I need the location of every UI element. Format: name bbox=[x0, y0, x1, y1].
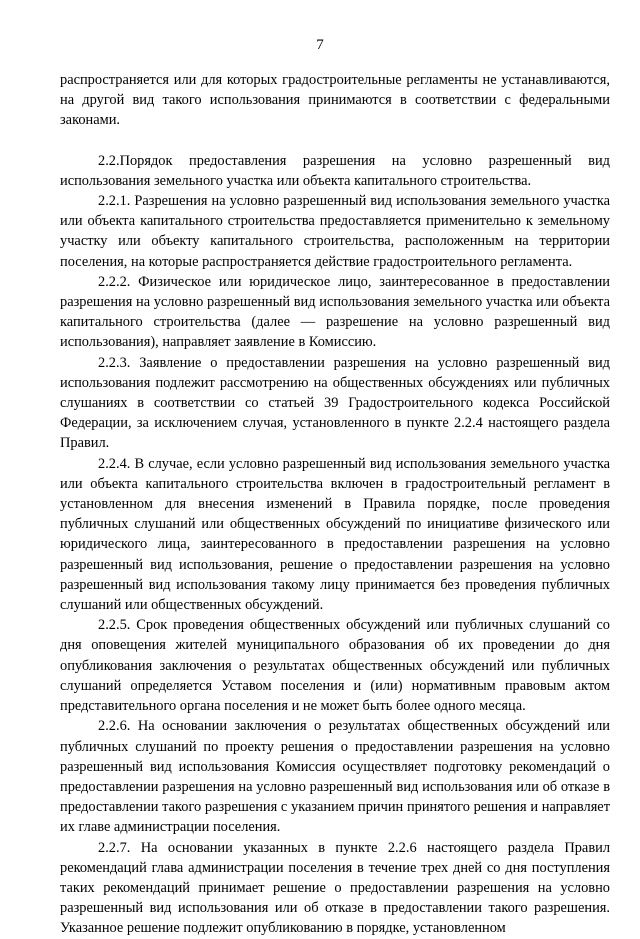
page-number: 7 bbox=[316, 37, 324, 53]
paragraph-continuation: распространяется или для которых градостроительные регламенты не устанавливаются, на другой вид такого использования принимаются в соответствии с федеральными законами. bbox=[60, 72, 610, 129]
paragraph-2-2-2: 2.2.2. Физическое или юридическое лицо, заинтересованное в предоставлении разрешения на условно разрешенный вид использования земельного участка или объекта капитального строительства (далее — разрешение на условно разрешенный вид использования), направляет заявление в Комиссию. bbox=[60, 273, 610, 351]
paragraph-gap bbox=[60, 131, 610, 151]
document-body bbox=[60, 70, 610, 939]
paragraph-2-2: 2.2.Порядок предоставления разрешения на условно разрешенный вид использования земельного участка или объекта капитального строительства. bbox=[60, 152, 610, 189]
paragraph-2-2-1: 2.2.1. Разрешения на условно разрешенный вид использования земельного участка или объекта капитального строительства предоставляется применительно к земельному участку или объекту капитального строительства, расположенным на территории поселения, на которые распространяется действие градостроительного регламента. bbox=[60, 193, 610, 270]
paragraph-2-2-5: 2.2.5. Срок проведения общественных обсуждений или публичных слушаний со дня оповещения жителей муниципального образования об их проведении до дня опубликования заключения о результатах общественных обсуждений или публичных слушаний определяется Уставом поселения и (или) нормативным правовым актом представительного органа поселения и не может быть более одного месяца. bbox=[60, 617, 610, 715]
paragraph-2-2-7: 2.2.7. На основании указанных в пункте 2.2.6 настоящего раздела Правил рекомендаций глава администрации поселения в течение трех дней со дня поступления таких рекомендаций принимает решение о предоставлении разрешения на условно разрешенный вид использования или об отказе в предоставлении такого разрешения. Указанное решение подлежит опубликованию в порядке, установленном bbox=[60, 839, 610, 937]
paragraph-2-2-4: 2.2.4. В случае, если условно разрешенный вид использования земельного участка или объекта капитального строительства включен в градостроительный регламент в установленном для внесения изменений в Правила порядке, после проведения публичных слушаний или общественных обсуждений по инициативе физического или юридического лица, заинтересованного в предоставлении разрешения на условно разрешенный вид использования, решение о предоставлении разрешения на условно разрешенный вид использования такому лицу принимается без проведения публичных слушаний или общественных обсуждений. bbox=[60, 455, 610, 614]
paragraph-2-2-3: 2.2.3. Заявление о предоставлении разрешения на условно разрешенный вид использования подлежит рассмотрению на общественных обсуждениях или публичных слушаниях в соответствии со статьей 39 Градостроительного кодекса Российской Федерации, за исключением случая, установленного в пункте 2.2.4 настоящего раздела Правил. bbox=[60, 354, 610, 452]
paragraph-2-2-6: 2.2.6. На основании заключения о результатах общественных обсуждений или публичных слушаний по проекту решения о предоставлении разрешения на условно разрешенный вид использования Комиссия осуществляет подготовку рекомендаций о предоставлении разрешения на условно разрешенный вид использования или об отказе в предоставлении такого разрешения с указанием причин принятого решения и направляет их главе администрации поселения. bbox=[60, 718, 610, 836]
